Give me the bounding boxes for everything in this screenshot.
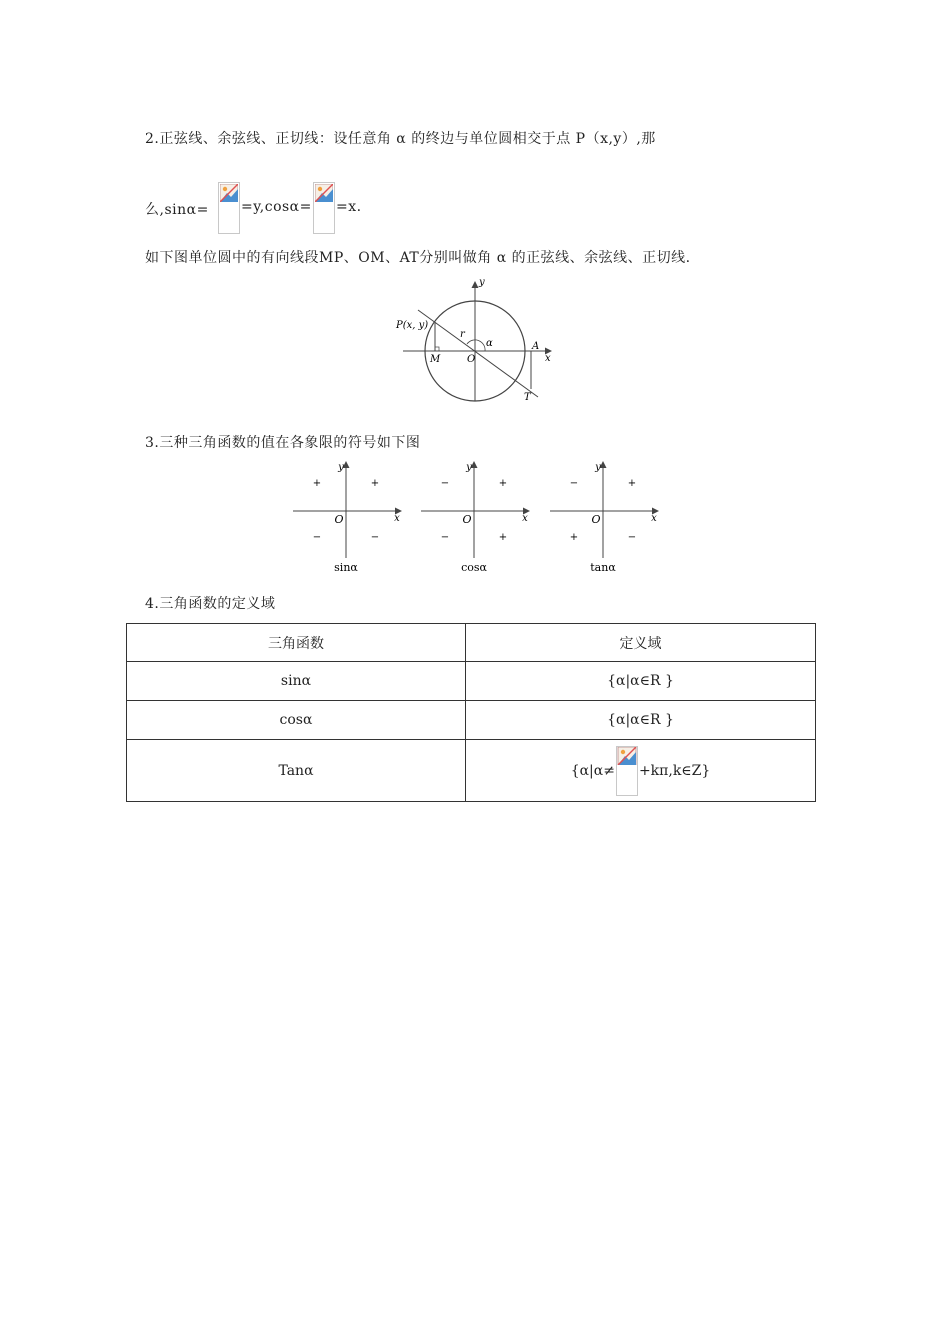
table-cell-func: cosα	[127, 701, 466, 740]
label-alpha: α	[486, 338, 493, 349]
sign-chart	[548, 458, 668, 576]
domain-text-a: {α|α≠	[570, 762, 615, 779]
chart-name: tanα	[590, 561, 616, 574]
label-origin: O	[334, 513, 344, 526]
label-origin: O	[462, 513, 472, 526]
section4-heading: 4.三角函数的定义域	[145, 596, 276, 612]
label-P: P(x, y)	[396, 320, 429, 331]
quadrant-4-sign: −	[627, 532, 637, 543]
domain-table	[126, 623, 816, 802]
table-cell-domain	[466, 740, 816, 802]
section3-heading: 3.三种三角函数的值在各象限的符号如下图	[145, 435, 421, 451]
angle-arc	[467, 340, 485, 351]
sign-chart	[291, 458, 411, 576]
label-y: y	[595, 462, 601, 473]
chart-name: sinα	[334, 561, 358, 574]
quadrant-2-sign: −	[569, 478, 579, 489]
table-header-row	[127, 624, 816, 662]
broken-image-icon	[315, 184, 333, 202]
section2-line2b: =y,cosα=	[241, 199, 312, 215]
quadrant-1-sign: +	[627, 478, 637, 489]
chart-name: cosα	[461, 561, 487, 574]
table-header-cell: 定义域	[466, 624, 816, 662]
quadrant-2-sign: −	[440, 478, 450, 489]
label-x: x	[651, 513, 657, 524]
label-origin: O	[591, 513, 601, 526]
table-cell-func: Tanα	[127, 740, 466, 802]
table-cell-domain: {α|α∈R }	[466, 662, 816, 701]
section2-line2a: 么,sinα=	[145, 202, 209, 218]
label-x: x	[522, 513, 528, 524]
sign-chart	[419, 458, 539, 576]
label-x: x	[545, 353, 551, 364]
quadrant-3-sign: −	[312, 532, 322, 543]
label-x: x	[394, 513, 400, 524]
quadrant-3-sign: +	[569, 532, 579, 543]
quadrant-1-sign: +	[498, 478, 508, 489]
table-cell-domain: {α|α∈R }	[466, 701, 816, 740]
table-row	[127, 740, 816, 802]
table-row	[127, 662, 816, 701]
quadrant-1-sign: +	[370, 478, 380, 489]
quadrant-3-sign: −	[440, 532, 450, 543]
label-A: A	[532, 341, 540, 352]
label-M: M	[430, 354, 441, 365]
table-header-cell: 三角函数	[127, 624, 466, 662]
label-y: y	[338, 462, 344, 473]
table-cell-func: sinα	[127, 662, 466, 701]
section2-line2c: =x.	[336, 199, 362, 215]
label-T: T	[524, 392, 531, 403]
quadrant-4-sign: −	[370, 532, 380, 543]
right-angle-mark	[435, 347, 439, 351]
domain-text-b: +kπ,k∈Z}	[638, 762, 711, 779]
formula-image-placeholder	[313, 182, 335, 234]
label-y: y	[479, 277, 485, 288]
unit-circle-diagram	[393, 276, 563, 406]
label-r: r	[460, 329, 465, 340]
section2-line3: 如下图单位圆中的有向线段MP、OM、AT分别叫做角 α 的正弦线、余弦线、正切线.	[145, 250, 691, 266]
formula-image-placeholder	[218, 182, 240, 234]
label-y: y	[466, 462, 472, 473]
table-row	[127, 701, 816, 740]
section2-line1: 2.正弦线、余弦线、正切线：设任意角 α 的终边与单位圆相交于点 P（x,y）,那	[145, 131, 656, 147]
broken-image-icon	[220, 184, 238, 202]
label-O: O	[467, 354, 476, 365]
quadrant-2-sign: +	[312, 478, 322, 489]
broken-image-icon	[617, 747, 637, 765]
formula-image-placeholder	[616, 746, 638, 796]
quadrant-4-sign: +	[498, 532, 508, 543]
